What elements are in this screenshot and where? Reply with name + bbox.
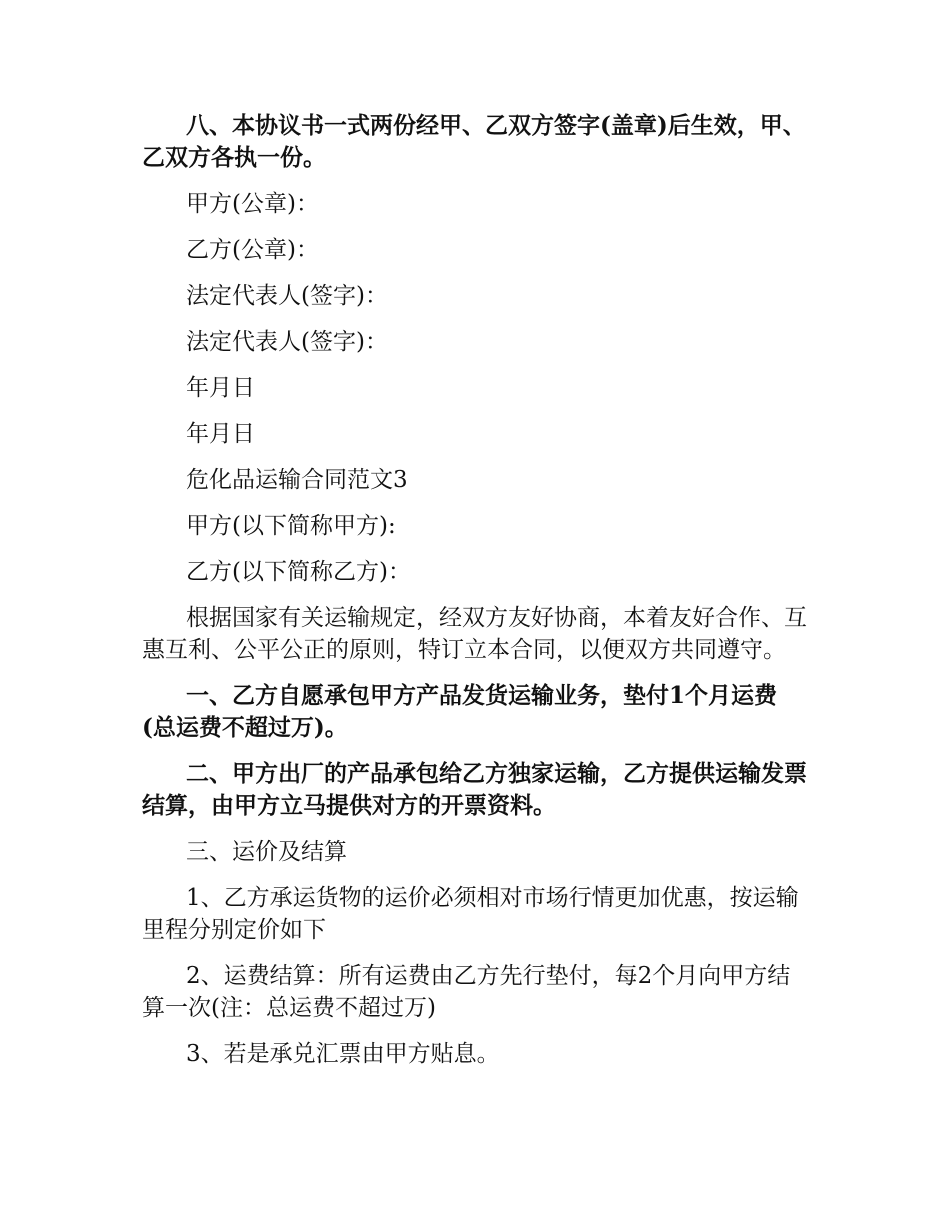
clause-3-item-3: 3、若是承兑汇票由甲方贴息。 bbox=[186, 1041, 500, 1067]
clause-1: 一、乙方自愿承包甲方产品发货运输业务，垫付1个月运费(总运费不超过万)。 bbox=[142, 682, 778, 741]
clause-3-item-1: 1、乙方承运货物的运价必须相对市场行情更加优惠，按运输里程分别定价如下 bbox=[142, 885, 799, 943]
legal-representative-b-line: 法定代表人(签字)： bbox=[186, 329, 388, 355]
party-b-definition: 乙方(以下简称乙方)： bbox=[186, 559, 411, 585]
date-line-a: 年月日 bbox=[186, 375, 255, 401]
legal-representative-a-line: 法定代表人(签字)： bbox=[186, 283, 388, 309]
party-a-definition: 甲方(以下简称甲方): bbox=[186, 513, 396, 539]
party-a-seal-line: 甲方(公章)： bbox=[186, 191, 319, 217]
party-b-seal-line: 乙方(公章)： bbox=[186, 237, 319, 263]
document-body bbox=[142, 110, 808, 1084]
section-title: 危化品运输合同范文3 bbox=[186, 467, 408, 493]
date-line-b: 年月日 bbox=[186, 421, 255, 447]
clause-3-heading: 三、运价及结算 bbox=[186, 839, 347, 865]
clause-8-signing-effect: 八、本协议书一式两份经甲、乙双方签字(盖章)后生效，甲、乙双方各执一份。 bbox=[142, 112, 806, 171]
clause-3-item-2: 2、运费结算：所有运费由乙方先行垫付，每2个月向甲方结算一次(注：总运费不超过万) bbox=[142, 963, 791, 1021]
clause-2: 二、甲方出厂的产品承包给乙方独家运输，乙方提供运输发票结算，由甲方立马提供对方的开票资料。 bbox=[142, 760, 807, 819]
preamble-paragraph: 根据国家有关运输规定，经双方友好协商，本着友好合作、互惠互利、公平公正的原则，特订立本合同，以便双方共同遵守。 bbox=[142, 605, 807, 663]
